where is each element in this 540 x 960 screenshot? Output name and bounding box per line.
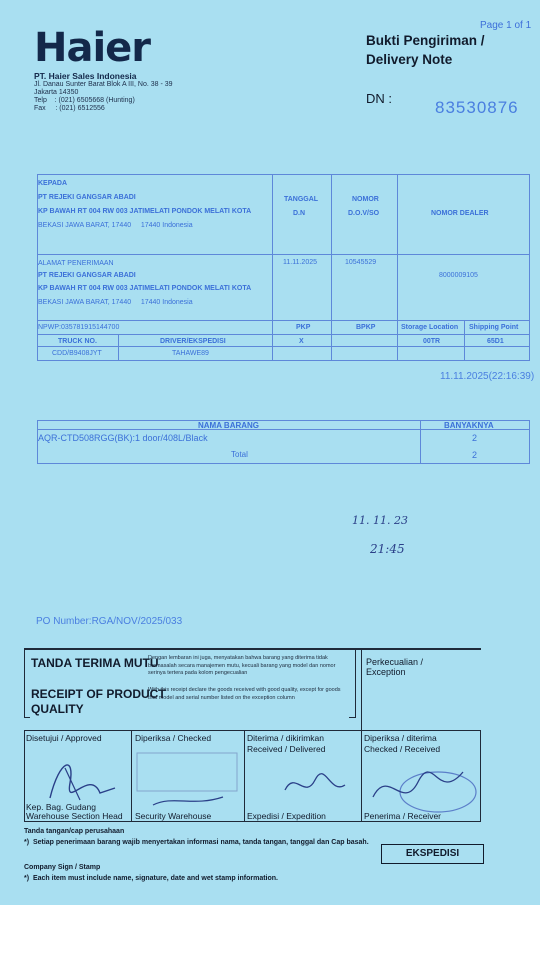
alamat-address-1: KP BAWAH RT 004 RW 003 JATIMELATI PONDOK MELATI KOTA	[38, 285, 252, 292]
storage-location-label: Storage Location	[401, 324, 459, 331]
pkp-label: PKP	[296, 324, 311, 331]
exception-label-en: Exception	[366, 667, 406, 677]
dealer-label: NOMOR DEALER	[431, 210, 489, 217]
truck-label: TRUCK NO.	[58, 338, 97, 345]
dn-label: DN :	[366, 91, 392, 106]
col-nama-barang: NAMA BARANG	[198, 421, 260, 430]
kepada-address-1: KP BAWAH RT 004 RW 003 JATIMELATI PONDOK MELATI KOTA	[38, 208, 252, 215]
tanggal-value: 11.11.2025	[283, 259, 317, 266]
security-stamp-mark	[133, 745, 243, 815]
approved-role-en: Warehouse Section Head	[26, 811, 123, 821]
alamat-name: PT REJEKI GANGSAR ABADI	[38, 272, 136, 279]
receiver-stamp-mark	[368, 752, 480, 816]
driver-value: TAHAWE89	[172, 350, 209, 357]
address-line: Jakarta 14350	[34, 89, 79, 96]
handwritten-date: 11. 11. 23	[352, 514, 408, 527]
approved-label: Disetujui / Approved	[26, 733, 102, 743]
receipt-title-en-2: QUALITY	[31, 702, 84, 716]
tanggal-label: TANGGAL	[284, 196, 319, 203]
phone-line: Telp : (021) 6505668 (Hunting)	[34, 97, 135, 104]
alamat-label: ALAMAT PENERIMAAN	[38, 260, 114, 267]
receipt-text-en: With this receipt declare the goods received with good quality, except for goods that model and serial number listed on the exception column	[148, 687, 341, 701]
npwp: NPWP:035781915144700	[38, 324, 120, 331]
receipt-text-id: Dengan lembaran ini juga, menyatakan bahwa barang yang diterima tidak bermasalah secara manajemen mutu, kecuali barang yang model dan nomor serinya tertera pada kolom pengecualian	[148, 655, 336, 676]
receiver-role: Penerima / Receiver	[364, 811, 442, 821]
received-label-en: Received / Delivered	[247, 744, 326, 754]
note-en: *) Each item must include name, signature, date and wet stamp information.	[24, 875, 278, 882]
received-label-id: Diterima / dikirimkan	[247, 733, 324, 743]
col-banyaknya: BANYAKNYA	[444, 421, 494, 430]
dn-number: 83530876	[435, 98, 519, 117]
total-label: Total	[231, 450, 248, 459]
received-role: Expedisi / Expedition	[247, 811, 326, 821]
alamat-address-2: BEKASI JAWA BARAT, 17440 17440 Indonesia	[38, 299, 193, 306]
signature-expedition-mark	[275, 760, 355, 810]
print-timestamp: 11.11.2025(22:16:39)	[440, 371, 535, 382]
pkp-value: X	[299, 338, 304, 345]
driver-label: DRIVER/EKSPEDISI	[160, 338, 226, 345]
note-id: *) Setiap penerimaan barang wajib menyertakan informasi nama, tanda tangan, tanggal dan Cap basah.	[24, 839, 369, 846]
company-sign-en: Company Sign / Stamp	[24, 864, 101, 871]
item-name: AQR-CTD508RGG(BK):1 door/408L/Black	[38, 433, 208, 443]
nomor-label: NOMOR	[352, 196, 379, 203]
kepada-label: KEPADA	[38, 180, 68, 187]
exception-label-id: Perkecualian /	[366, 657, 424, 667]
nomor-sub: D.O.V/SO	[348, 210, 380, 217]
truck-value: CDD/B9408JYT	[52, 350, 102, 357]
fax-line: Fax : (021) 6512556	[34, 105, 105, 112]
shipping-point-value: 65D1	[487, 338, 504, 345]
total-qty: 2	[472, 450, 478, 460]
item-qty: 2	[472, 433, 478, 443]
signature-approved-mark	[30, 748, 130, 808]
po-number: PO Number:RGA/NOV/2025/033	[36, 616, 183, 627]
approved-role-id: Kep. Bag. Gudang	[26, 802, 96, 812]
receipt-title-en-1: RECEIPT OF PRODUCT	[31, 687, 166, 701]
bpkp-label: BPKP	[356, 324, 376, 331]
handwritten-time: 21:45	[370, 542, 405, 556]
company-sign-id: Tanda tangan/cap perusahaan	[24, 828, 125, 835]
kepada-address-2: BEKASI JAWA BARAT, 17440 17440 Indonesia	[38, 222, 193, 229]
storage-location-value: 00TR	[423, 338, 441, 345]
doc-title-id: Bukti Pengiriman /	[366, 33, 485, 48]
checked-role: Security Warehouse	[135, 811, 212, 821]
company-name: PT. Haier Sales Indonesia	[34, 71, 137, 81]
doc-title-en: Delivery Note	[366, 52, 453, 67]
dealer-value: 8000009105	[439, 272, 478, 279]
haier-logo: Haier	[34, 25, 151, 71]
nomor-value: 10545529	[345, 259, 377, 266]
receipt-title-id: TANDA TERIMA MUTU	[31, 656, 159, 670]
receiver-label-id: Diperiksa / diterima	[364, 733, 437, 743]
address-line: Jl. Danau Sunter Barat Blok A III, No. 38 - 39	[34, 81, 173, 88]
shipping-point-label: Shipping Point	[469, 324, 519, 331]
page-number: Page 1 of 1	[480, 20, 532, 31]
ekspedisi-box: EKSPEDISI	[381, 844, 484, 864]
receiver-label-en: Checked / Received	[364, 744, 441, 754]
kepada-name: PT REJEKI GANGSAR ABADI	[38, 194, 136, 201]
tanggal-sub: D.N	[293, 210, 306, 217]
checked-label: Diperiksa / Checked	[135, 733, 212, 743]
